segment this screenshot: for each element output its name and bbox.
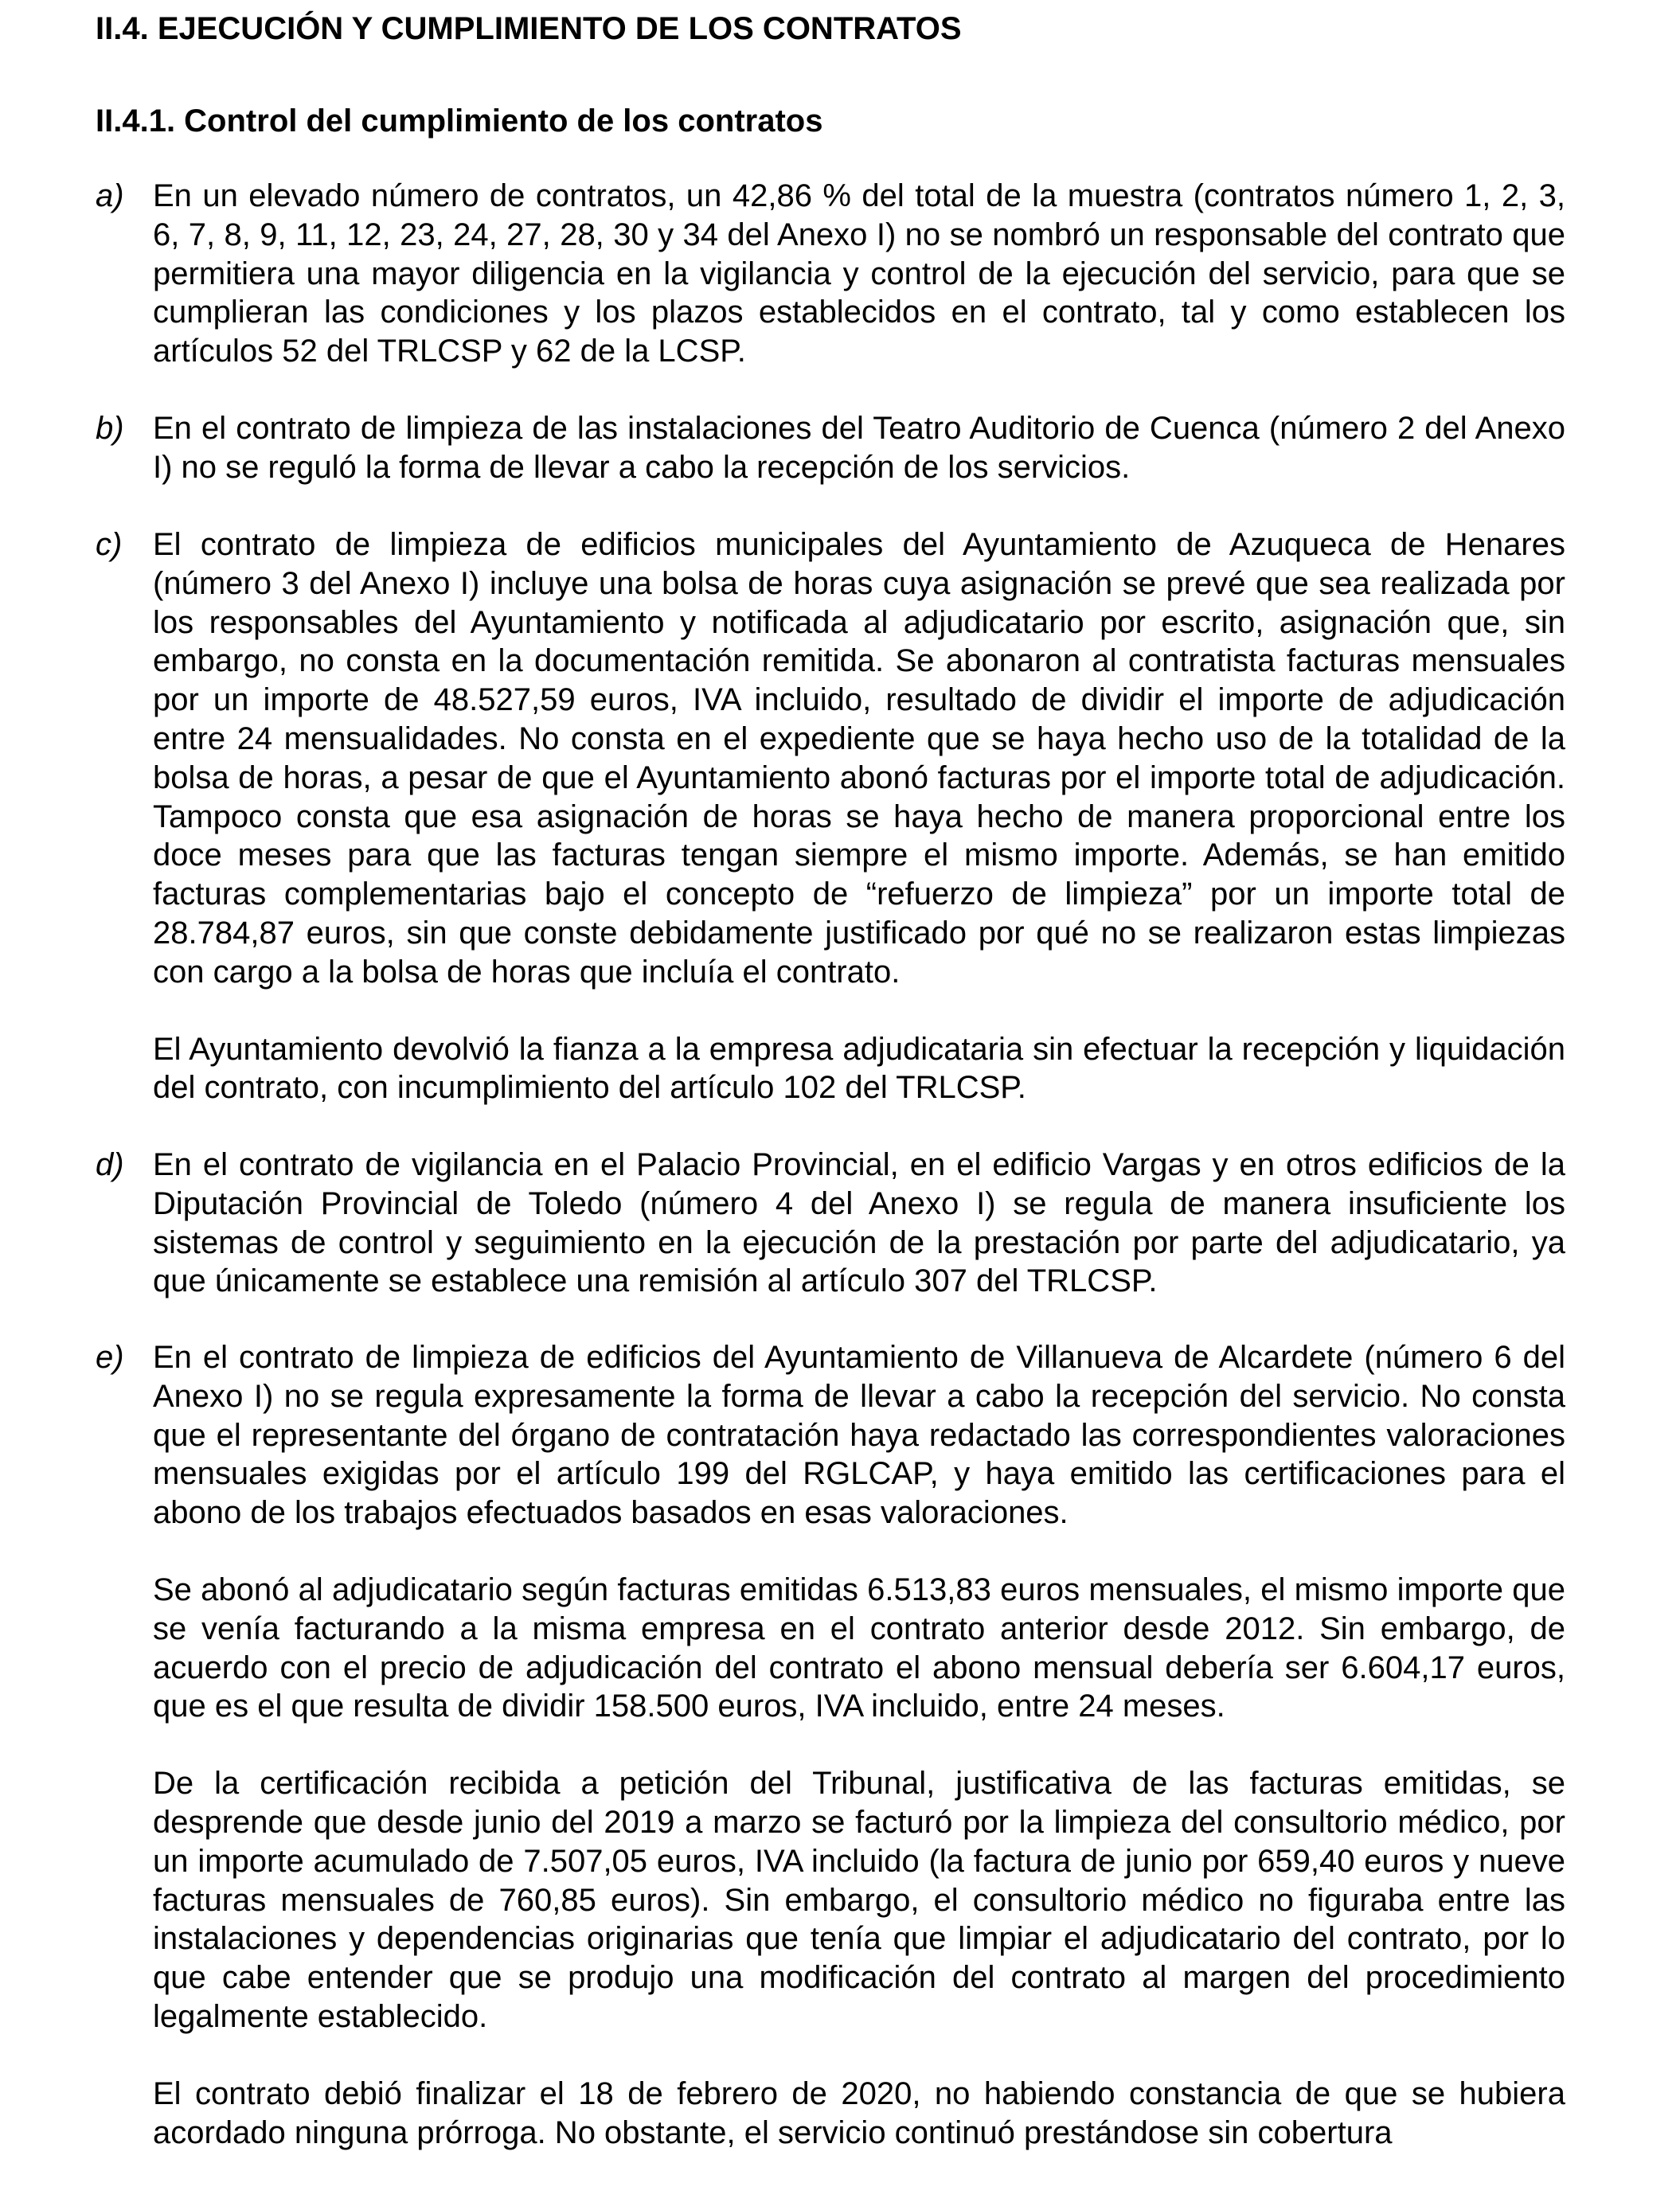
item-label: a) — [96, 178, 124, 213]
finding-paragraph: En un elevado número de contratos, un 42,86 % del total de la muestra (contratos número 1, 2, 3, 6, 7, 8, 9, 11, 12, 23, 24, 27, 28, 30 y 34 del Anexo I) no se nombró un responsable del contrato que permitiera una mayor diligencia en la vigilancia y control de la ejecución del servicio, para que se cumplieran las condiciones y los plazos establecidos en el contrato, tal y como establecen los artículos 52 del TRLCSP y 62 de la LCSP. — [153, 178, 1565, 369]
finding-e — [96, 1338, 1565, 2152]
item-label: e) — [96, 1340, 124, 1375]
finding-paragraph: El contrato de limpieza de edificios municipales del Ayuntamiento de Azuqueca de Henares (número 3 del Anexo I) incluye una bolsa de horas cuya asignación se prevé que sea realizada por los responsables del Ayuntamiento y notificada al adjudicatario por escrito, asignación que, sin embargo, no consta en la documentación remitida. Se abonaron al contratista facturas mensuales por un importe de 48.527,59 euros, IVA incluido, resultado de dividir el importe de adjudicación entre 24 mensualidades. No consta en el expediente que se haya hecho uso de la totalidad de la bolsa de horas, a pesar de que el Ayuntamiento abonó facturas por el importe total de adjudicación. Tampoco consta que esa asignación de horas se haya hecho de manera proporcional entre los doce meses para que las facturas tengan siempre el mismo importe. Además, se han emitido facturas complementarias bajo el concepto de “refuerzo de limpieza” por un importe total de 28.784,87 euros, sin que conste debidamente justificado por qué no se realizaron estas limpiezas con cargo a la bolsa de horas que incluía el contrato. — [153, 527, 1565, 990]
finding-paragraph: En el contrato de limpieza de las instalaciones del Teatro Auditorio de Cuenca (número 2 del Anexo I) no se reguló la forma de llevar a cabo la recepción de los servicios. — [153, 411, 1565, 485]
finding-paragraph: De la certificación recibida a petición del Tribunal, justificativa de las facturas emitidas, se desprende que desde junio del 2019 a marzo se facturó por la limpieza del consultorio médico, por un importe acumulado de 7.507,05 euros, IVA incluido (la factura de junio por 659,40 euros y nueve facturas mensuales de 760,85 euros). Sin embargo, el consultorio médico no figuraba entre las instalaciones y dependencias originarias que tenía que limpiar el adjudicatario del contrato, por lo que cabe entender que se produjo una modificación del contrato al margen del procedimiento legalmente establecido. — [153, 1766, 1565, 2034]
finding-paragraph: Se abonó al adjudicatario según facturas emitidas 6.513,83 euros mensuales, el mismo importe que se venía facturando a la misma empresa en el contrato anterior desde 2012. Sin embargo, de acuerdo con el precio de adjudicación del contrato el abono mensual debería ser 6.604,17 euros, que es el que resulta de dividir 158.500 euros, IVA incluido, entre 24 meses. — [153, 1572, 1565, 1724]
finding-paragraph: El contrato debió finalizar el 18 de febrero de 2020, no habiendo constancia de que se hubiera acordado ninguna prórroga. No obstante, el servicio continuó prestándose sin cobertura — [153, 2075, 1565, 2150]
item-label: d) — [96, 1147, 124, 1182]
finding-paragraph: En el contrato de limpieza de edificios del Ayuntamiento de Villanueva de Alcardete (número 6 del Anexo I) no se regula expresamente la forma de llevar a cabo la recepción del servicio. No consta que el representante del órgano de contratación haya redactado las correspondientes valoraciones mensuales exigidas por el artículo 199 del RGLCAP, y haya emitido las certificaciones para el abono de los trabajos efectuados basados en esas valoraciones. — [153, 1340, 1565, 1531]
item-label: c) — [96, 527, 123, 562]
finding-a — [96, 177, 1565, 371]
finding-b — [96, 409, 1565, 487]
finding-d — [96, 1146, 1565, 1301]
item-label: b) — [96, 411, 124, 446]
subsection-heading: II.4.1. Control del cumplimiento de los contratos — [96, 103, 823, 139]
finding-paragraph: En el contrato de vigilancia en el Palacio Provincial, en el edificio Vargas y en otros edificios de la Diputación Provincial de Toledo (número 4 del Anexo I) se regula de manera insuficiente los sistemas de control y seguimiento en la ejecución de la prestación por parte del adjudicatario, ya que únicamente se establece una remisión al artículo 307 del TRLCSP. — [153, 1147, 1565, 1299]
finding-c — [96, 525, 1565, 1107]
section-heading: II.4. EJECUCIÓN Y CUMPLIMIENTO DE LOS CONTRATOS — [96, 11, 962, 46]
finding-paragraph: El Ayuntamiento devolvió la fianza a la empresa adjudicataria sin efectuar la recepción y liquidación del contrato, con incumplimiento del artículo 102 del TRLCSP. — [153, 1031, 1565, 1106]
